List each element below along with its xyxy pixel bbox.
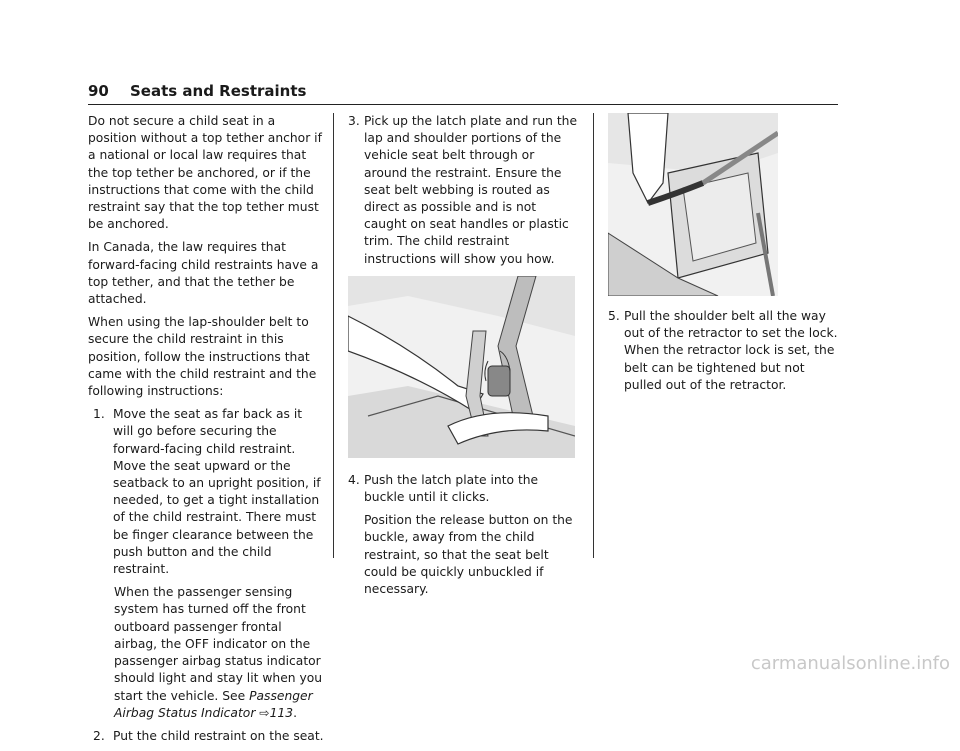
column-divider-2 (593, 113, 594, 558)
step-text: Put the child restraint on the seat. (113, 728, 324, 743)
step-text: Pick up the latch plate and run the lap and shoulder portions of the vehicle seat belt through or around the restraint. Ensure the seat belt webbing is routed as direct as possible and is not caught on seat handles or plastic trim. The child restraint instructions will show you how. (364, 114, 578, 266)
illustration-shoulder-belt (608, 113, 778, 296)
page-ref-arrow-icon: ⇨ (259, 705, 270, 720)
section-title: Seats and Restraints (130, 82, 307, 100)
paragraph-top-tether: Do not secure a child seat in a position without a top tether anchor if a national or local law requires that the top tether be anchored, or if the instructions that come with the child restraint say that the top tether must be anchored. (88, 114, 322, 232)
page-reference[interactable]: 113 (269, 705, 294, 720)
column-2 (348, 113, 578, 604)
page-number: 90 (88, 82, 109, 100)
step-number: 2. (93, 728, 105, 743)
cross-reference-link[interactable]: Passenger Airbag Status Indicator (114, 688, 313, 720)
paragraph-lap-shoulder: When using the lap-shoulder belt to secure the child restraint in this position, follow the instructions that came with the child restraint and the following instructions: (88, 315, 317, 399)
step-3 (348, 113, 578, 268)
step-number: 3. (348, 114, 360, 128)
step-4-note: Position the release button on the buckle, away from the child restraint, so that the seat belt could be quickly unbuckled if necessary. (364, 513, 573, 597)
step-1-note: When the passenger sensing system has turned off the front outboard passenger frontal airbag, the OFF indicator on the passenger airbag status indicator should light and stay lit when you start the vehicle. See Passenger Airbag Status Indicator ⇨113. (114, 585, 323, 720)
step-text: Move the seat as far back as it will go before securing the forward-facing child restraint. Move the seat upward or the seatback to an upright position, if needed, to get a tight installation of the child restraint. There must be finger clearance between the push button and the child restraint. (113, 407, 321, 577)
column-3 (608, 113, 840, 400)
watermark: carmanualsonline.info (750, 653, 950, 674)
step-number: 5. (608, 309, 620, 323)
step-1 (88, 406, 326, 578)
step-5 (608, 308, 840, 394)
step-2 (88, 728, 326, 745)
paragraph-canada-law: In Canada, the law requires that forward-facing child restraints have a top tether, and that the tether be attached. (88, 240, 319, 307)
step-4 (348, 472, 578, 506)
page-header (88, 80, 838, 105)
column-1 (88, 113, 326, 751)
step-number: 4. (348, 472, 360, 487)
column-divider-1 (333, 113, 334, 558)
step-text: Pull the shoulder belt all the way out of the retractor to set the lock. When the retractor lock is set, the belt can be tightened but not pulled out of the retractor. (624, 309, 838, 392)
step-text: Push the latch plate into the buckle until it clicks. (364, 472, 539, 505)
step-number: 1. (93, 407, 105, 422)
illustration-latch-plate (348, 276, 575, 458)
